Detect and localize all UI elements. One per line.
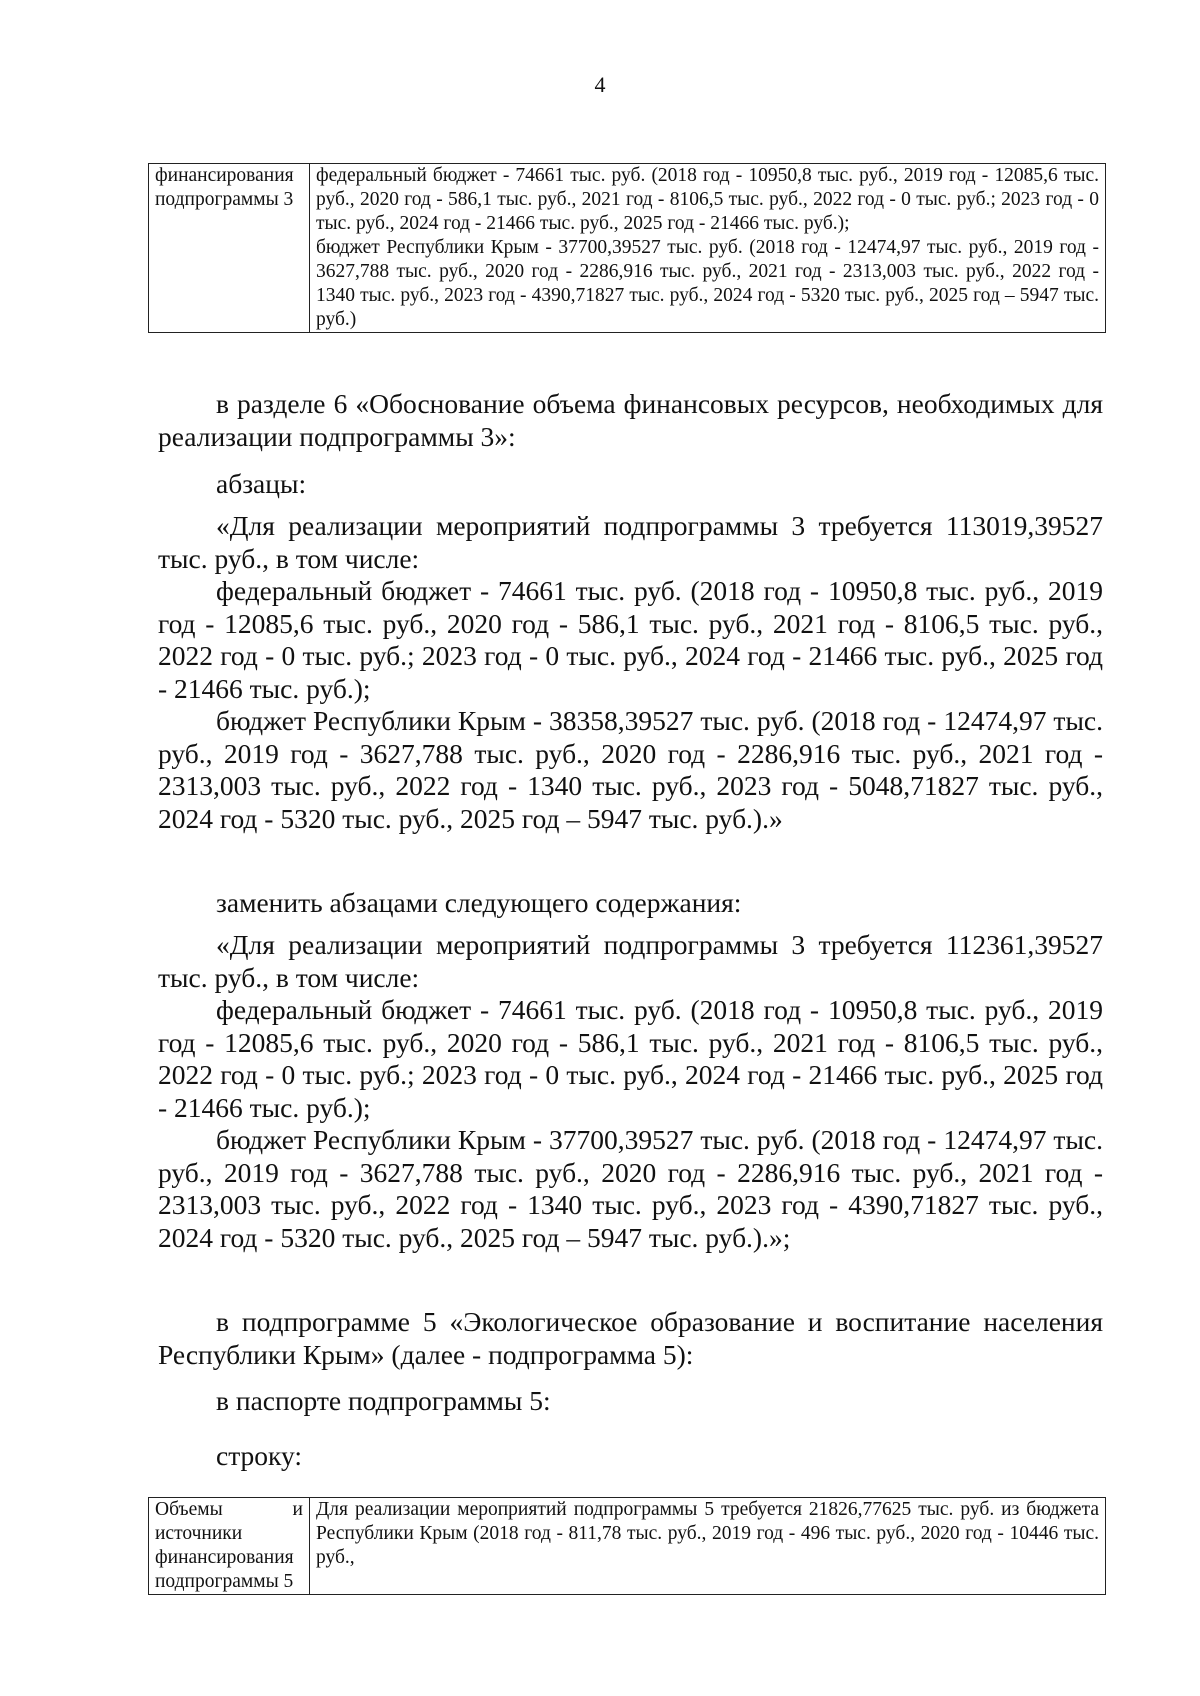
paragraph: в подпрограмме 5 «Экологическое образование и воспитание населения Республики Крым» (далее - подпрограмма 5): — [158, 1306, 1103, 1370]
old-text-block — [158, 510, 1103, 835]
row-label — [158, 1440, 1103, 1473]
table-row — [149, 164, 1106, 333]
paragraph: бюджет Республики Крым - 38358,39527 тыс. руб. (2018 год - 12474,97 тыс. руб., 2019 год - 3627,788 тыс. руб., 2020 год - 2286,916 тыс. руб., 2021 год - 2313,003 тыс. руб., 2022 год - 1340 тыс. руб., 2023 год - 5048,71827 тыс. руб., 2024 год - 5320 тыс. руб., 2025 год – 5947 тыс. руб.).» — [158, 705, 1103, 834]
table-line-federal: федеральный бюджет - 74661 тыс. руб. (2018 год - 10950,8 тыс. руб., 2019 год - 12085,6 тыс. руб., 2020 год - 586,1 тыс. руб., 2021 год - 8106,5 тыс. руб., 2022 год - 0 тыс. руб.; 2023 год - 0 тыс. руб., 2024 год - 21466 тыс. руб., 2025 год - 21466 тыс. руб.); — [316, 165, 1099, 234]
table-line-crimea: бюджет Республики Крым - 37700,39527 тыс. руб. (2018 год - 12474,97 тыс. руб., 2019 год - 3627,788 тыс. руб., 2020 год - 2286,916 тыс. руб., 2021 год - 2313,003 тыс. руб., 2022 год - 1340 тыс. руб., 2023 год - 4390,71827 тыс. руб., 2024 год - 5320 тыс. руб., 2025 год – 5947 тыс. руб.) — [316, 237, 1099, 330]
table-label-cell: Объемы и источники финансирования подпрограммы 5 — [149, 1498, 310, 1595]
paragraph: федеральный бюджет - 74661 тыс. руб. (2018 год - 10950,8 тыс. руб., 2019 год - 12085,6 тыс. руб., 2020 год - 586,1 тыс. руб., 2021 год - 8106,5 тыс. руб., 2022 год - 0 тыс. руб.; 2023 год - 0 тыс. руб., 2024 год - 21466 тыс. руб., 2025 год - 21466 тыс. руб.); — [158, 994, 1103, 1123]
paragraph: бюджет Республики Крым - 37700,39527 тыс. руб. (2018 год - 12474,97 тыс. руб., 2019 год - 3627,788 тыс. руб., 2020 год - 2286,916 тыс. руб., 2021 год - 2313,003 тыс. руб., 2022 год - 1340 тыс. руб., 2023 год - 4390,71827 тыс. руб., 2024 год - 5320 тыс. руб., 2025 год – 5947 тыс. руб.).»; — [158, 1124, 1103, 1253]
paragraph: строку: — [216, 1440, 303, 1471]
replace-label — [158, 887, 1103, 920]
abzacy-label — [158, 468, 1103, 501]
financing-table-subprogram-3 — [148, 163, 1106, 333]
paragraph: федеральный бюджет - 74661 тыс. руб. (2018 год - 10950,8 тыс. руб., 2019 год - 12085,6 тыс. руб., 2020 год - 586,1 тыс. руб., 2021 год - 8106,5 тыс. руб., 2022 год - 0 тыс. руб.; 2023 год - 0 тыс. руб., 2024 год - 21466 тыс. руб., 2025 год - 21466 тыс. руб.); — [158, 575, 1103, 704]
paragraph: в разделе 6 «Обоснование объема финансовых ресурсов, необходимых для реализации подпрограммы 3»: — [158, 388, 1103, 452]
new-text-block — [158, 929, 1103, 1254]
paragraph: в паспорте подпрограммы 5: — [216, 1385, 551, 1416]
table-label-cell: финансирования подпрограммы 3 — [149, 164, 310, 333]
paragraph: «Для реализации мероприятий подпрограммы 3 требуется 112361,39527 тыс. руб., в том числе: — [158, 929, 1103, 993]
table-content-cell — [310, 164, 1106, 333]
table-row — [149, 1498, 1106, 1595]
page-number: 4 — [594, 72, 606, 97]
section-6-heading — [158, 388, 1103, 453]
paragraph: абзацы: — [216, 468, 307, 499]
table-content-cell: Для реализации мероприятий подпрограммы 5 требуется 21826,77625 тыс. руб. из бюджета Республики Крым (2018 год - 811,78 тыс. руб., 2019 год - 496 тыс. руб., 2020 год - 10446 тыс. руб., — [310, 1498, 1106, 1595]
financing-table-subprogram-5 — [148, 1497, 1106, 1595]
passport-label — [158, 1385, 1103, 1418]
paragraph: «Для реализации мероприятий подпрограммы 3 требуется 113019,39527 тыс. руб., в том числе: — [158, 510, 1103, 574]
paragraph: заменить абзацами следующего содержания: — [216, 887, 742, 918]
subprogram-5-paragraph — [158, 1306, 1103, 1371]
